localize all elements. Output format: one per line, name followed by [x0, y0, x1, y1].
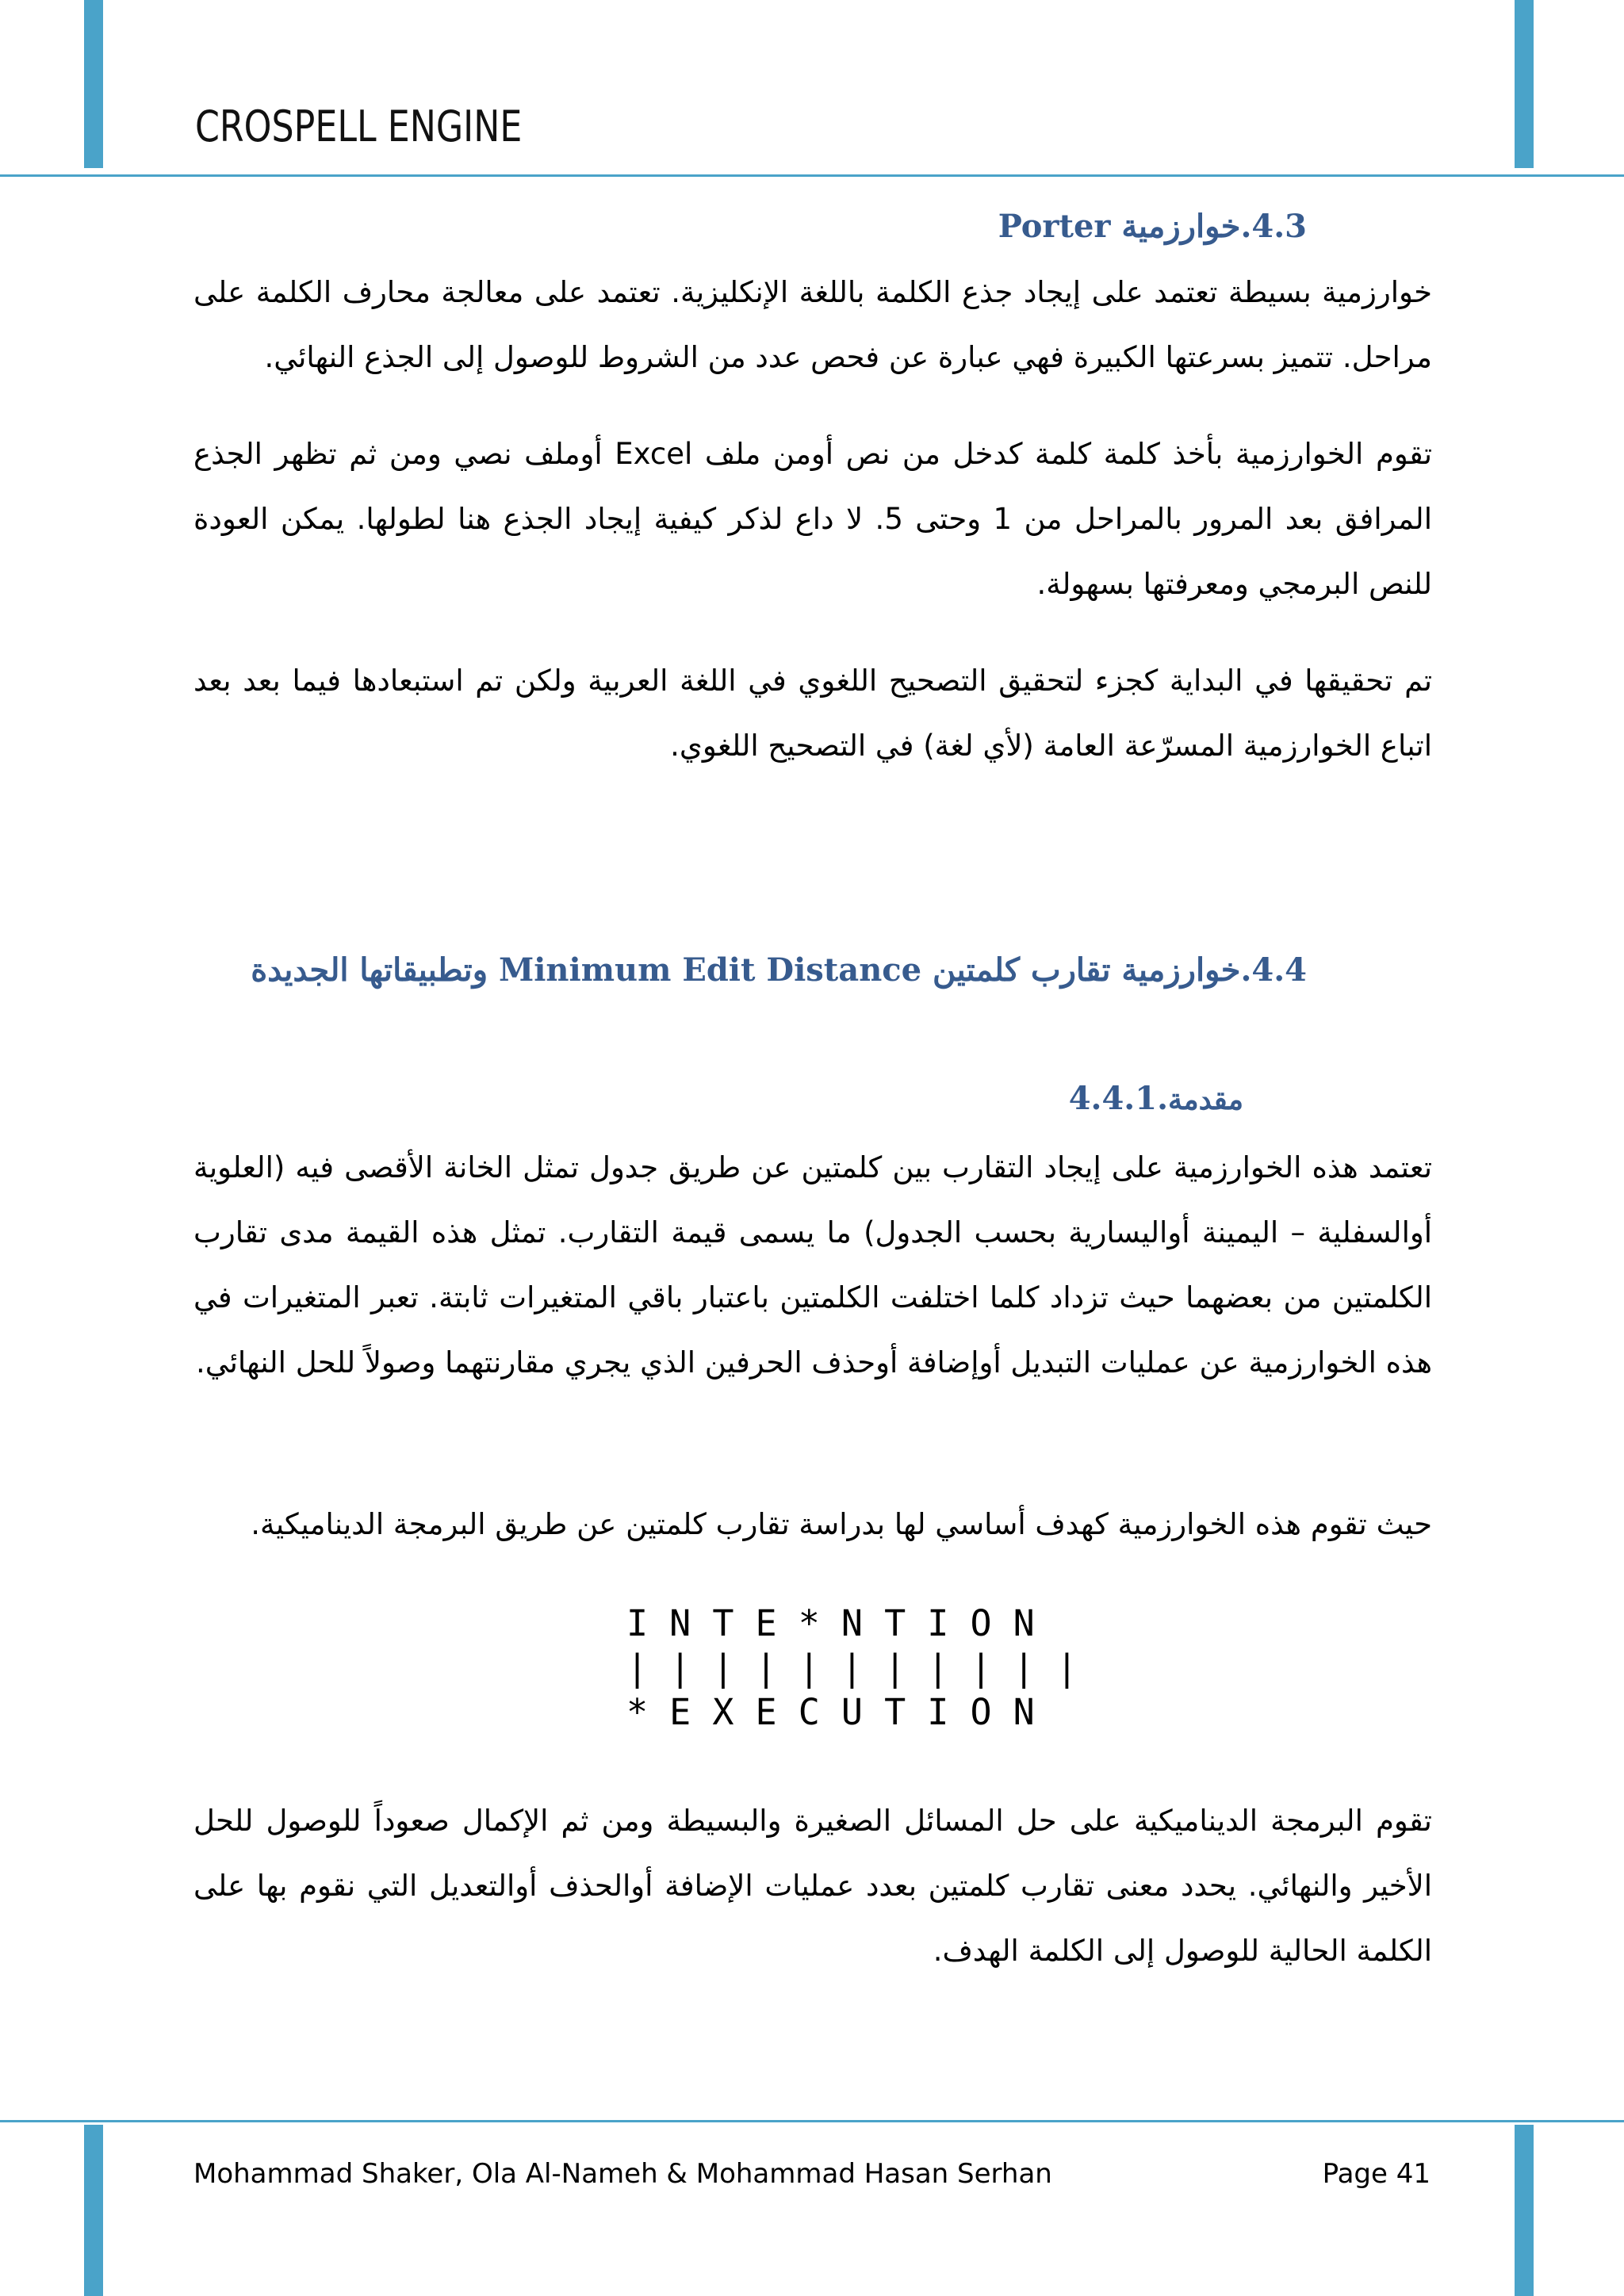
footer-right-bar: [1515, 2125, 1534, 2296]
page-number: Page 41: [1322, 2158, 1431, 2190]
header-left-bar: [84, 0, 103, 168]
section-4-3-paragraph-2: تقوم الخوارزمية بأخذ كلمة كلمة كدخل من نص أومن ملف Excel أوملف نصي ومن ثم تظهر الجذع المرافق بعد المرور بالمراحل من 1 وحتى 5. لا داع لذكر كيفية إيجاد الجذع هنا لطولها. يمكن العودة للنص البرمجي ومعرفتها بسهولة.: [193, 437, 1432, 601]
footer-authors: Mohammad Shaker, Ola Al-Nameh & Mohammad Hasan Serhan: [193, 2158, 1052, 2190]
alignment-bottom-row: * E X E C U T I O N: [626, 1691, 1035, 1733]
section-4-4-1-paragraph-2: حيث تقوم هذه الخوارزمية كهدف أساسي لها بدراسة تقارب كلمتين عن طريق البرمجة الديناميكية.: [251, 1507, 1432, 1541]
section-4-4-1-number: .4.4.1: [1068, 1080, 1169, 1117]
alignment-connector-row: | | | | | | | | | | |: [626, 1647, 1078, 1689]
section-4-3-paragraph-3: تم تحقيقها في البداية كجزء لتحقيق التصحيح اللغوي في اللغة العربية ولكن تم استبعادها فيما بعد بعد اتباع الخوارزمية المسرّعة العامة (لأي لغة) في التصحيح اللغوي.: [193, 664, 1432, 763]
section-4-4-1-heading: [1069, 1080, 1275, 1117]
section-4-4-1-title: مقدمة: [1168, 1083, 1243, 1116]
footer-left-bar: [84, 2125, 103, 2296]
header-right-bar: [1515, 0, 1534, 168]
section-4-4-heading: 4.4.خوارزمية تقارب كلمتين Minimum Edit Distance وتطبيقاتها الجديدة: [251, 951, 1307, 989]
alignment-figure: [626, 1601, 1078, 1735]
footer-rule: [0, 2120, 1624, 2122]
alignment-top-row: I N T E * N T I O N: [626, 1602, 1035, 1644]
header-rule: [0, 174, 1624, 177]
section-4-3-paragraph-1: خوارزمية بسيطة تعتمد على إيجاد جذع الكلمة باللغة الإنكليزية. تعتمد على معالجة محارف الكلمة على مراحل. تتميز بسرعتها الكبيرة فهي عبارة عن فحص عدد من الشروط للوصول إلى الجذع النهائي.: [193, 275, 1432, 374]
running-header-title: CROSPELL ENGINE: [195, 101, 523, 151]
section-4-4-1-paragraph-1: تعتمد هذه الخوارزمية على إيجاد التقارب بين كلمتين عن طريق جدول تمثل الخانة الأقصى فيه (العلوية أوالسفلية – اليمينة أواليسارية بحسب الجدول) ما يسمى قيمة التقارب. تمثل هذه القيمة مدى تقارب الكلمتين من بعضهما حيث تزداد كلما اختلفت الكلمتين باعتبار باقي المتغيرات ثابتة. تعبر المتغيرات في هذه الخوارزمية عن عمليات التبديل أوإضافة أوحذف الحرفين الذي يجري مقارنتهما وصولاً للحل النهائي.: [193, 1150, 1432, 1380]
section-4-4-1-paragraph-3: تقوم البرمجة الديناميكية على حل المسائل الصغيرة والبسيطة ومن ثم الإكمال صعوداً للوصول للحل الأخير والنهائي. يحدد معنى تقارب كلمتين بعدد عمليات الإضافة أوالحذف أوالتعديل التي نقوم بها على الكلمة الحالية للوصول إلى الكلمة الهدف.: [193, 1804, 1432, 1968]
section-4-3-heading: 4.3.خوارزمية Porter: [998, 208, 1307, 245]
